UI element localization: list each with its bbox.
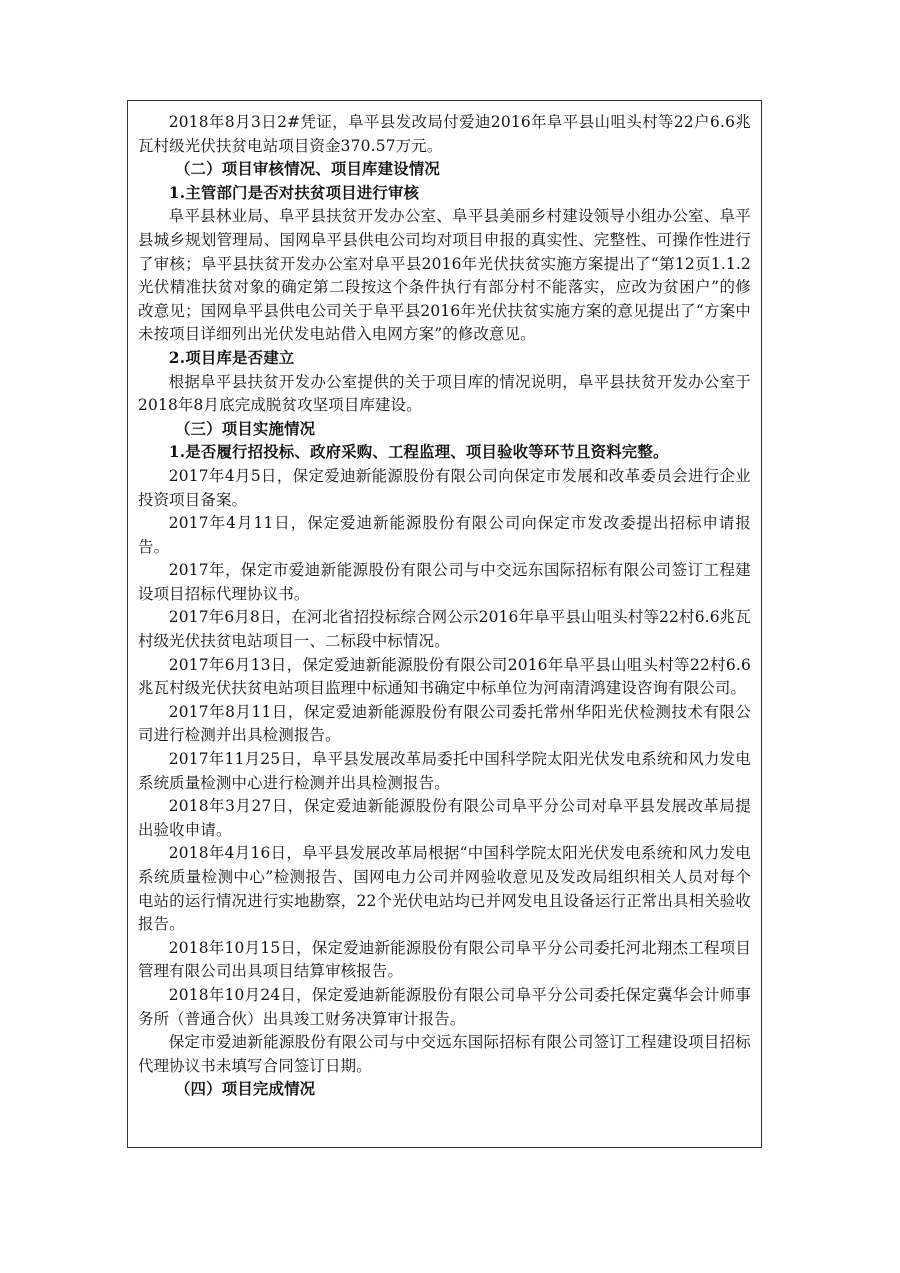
- paragraph-event-2: 2017年4月11日，保定爱迪新能源股份有限公司向保定市发改委提出招标申请报告。: [138, 514, 751, 556]
- subheading-review: 1.主管部门是否对扶贫项目进行审核: [168, 183, 420, 202]
- paragraph-event-4: 2017年6月8日，在河北省招投标综合网公示2016年阜平县山咀头村等22村6.6兆瓦村级光伏扶贫电站项目一、二标段中标情况。: [138, 608, 751, 651]
- paragraph-finding: 保定市爱迪新能源股份有限公司与中交远东国际招标有限公司签订工程建设项目招标代理协议书未填写合同签订日期。: [138, 1033, 751, 1075]
- paragraph-event-5: 2017年6月13日，保定爱迪新能源股份有限公司2016年阜平县山咀头村等22村6.6兆瓦村级光伏扶贫电站项目监理中标通知书确定中标单位为河南清鸿建设咨询有限公司。: [138, 655, 751, 698]
- paragraph-event-10: 2018年10月15日，保定爱迪新能源股份有限公司阜平分公司委托河北翔杰工程项目管理有限公司出具项目结算审核报告。: [138, 938, 751, 981]
- paragraph-event-8: 2018年3月27日，保定爱迪新能源股份有限公司阜平分公司对阜平县发展改革局提出验收申请。: [138, 797, 751, 839]
- document-body: [138, 111, 751, 1102]
- paragraph-event-7: 2017年11月25日，阜平县发展改革局委托中国科学院太阳光伏发电系统和风力发电系统质量检测中心进行检测并出具检测报告。: [138, 750, 751, 792]
- paragraph-event-9: 2018年4月16日，阜平县发展改革局根据“中国科学院太阳光伏发电系统和风力发电系统质量检测中心”检测报告、国网电力公司并网验收意见及发改局组织相关人员对每个电站的运行情况进行实地勘察，22个光伏电站均已并网发电且设备运行正常出具相关验收报告。: [138, 844, 751, 934]
- paragraph-payment: 2018年8月3日2#凭证，阜平县发改局付爱迪2016年阜平县山咀头村等22户6.6兆瓦村级光伏扶贫电站项目资金370.57万元。: [138, 113, 751, 155]
- document-table-frame: [127, 100, 762, 1148]
- section-heading-implementation: （三）项目实施情况: [174, 419, 316, 438]
- paragraph-event-3: 2017年，保定市爱迪新能源股份有限公司与中交远东国际招标有限公司签订工程建设项目招标代理协议书。: [138, 561, 751, 603]
- paragraph-event-6: 2017年8月11日，保定爱迪新能源股份有限公司委托常州华阳光伏检测技术有限公司进行检测并出具检测报告。: [138, 702, 751, 745]
- paragraph-review: 阜平县林业局、阜平县扶贫开发办公室、阜平县美丽乡村建设领导小组办公室、阜平县城乡规划管理局、国网阜平县供电公司均对项目申报的真实性、完整性、可操作性进行了审核；阜平县扶贫开发办公室对阜平县2016年光伏扶贫实施方案提出了“第12页1.1.2光伏精准扶贫对象的确定第二段按这个条件执行有部分村不能落实，应改为贫困户”的修改意见；国网阜平县供电公司关于阜平县2016年光伏扶贫实施方案的意见提出了“方案中未按项目详细列出光伏发电站借入电网方案”的修改意见。: [138, 207, 751, 344]
- subheading-procurement: 1.是否履行招投标、政府采购、工程监理、项目验收等环节且资料完整。: [168, 443, 669, 462]
- section-heading-review: （二）项目审核情况、项目库建设情况: [174, 160, 440, 179]
- paragraph-event-1: 2017年4月5日，保定爱迪新能源股份有限公司向保定市发展和改革委员会进行企业投资项目备案。: [138, 466, 751, 509]
- section-heading-completion: （四）项目完成情况: [174, 1080, 316, 1099]
- paragraph-event-11: 2018年10月24日，保定爱迪新能源股份有限公司阜平分公司委托保定冀华会计师事务所（普通合伙）出具竣工财务决算审计报告。: [138, 985, 751, 1028]
- subheading-project-library: 2.项目库是否建立: [168, 348, 295, 367]
- paragraph-project-library: 根据阜平县扶贫开发办公室提供的关于项目库的情况说明，阜平县扶贫开发办公室于2018年8月底完成脱贫攻坚项目库建设。: [138, 372, 751, 415]
